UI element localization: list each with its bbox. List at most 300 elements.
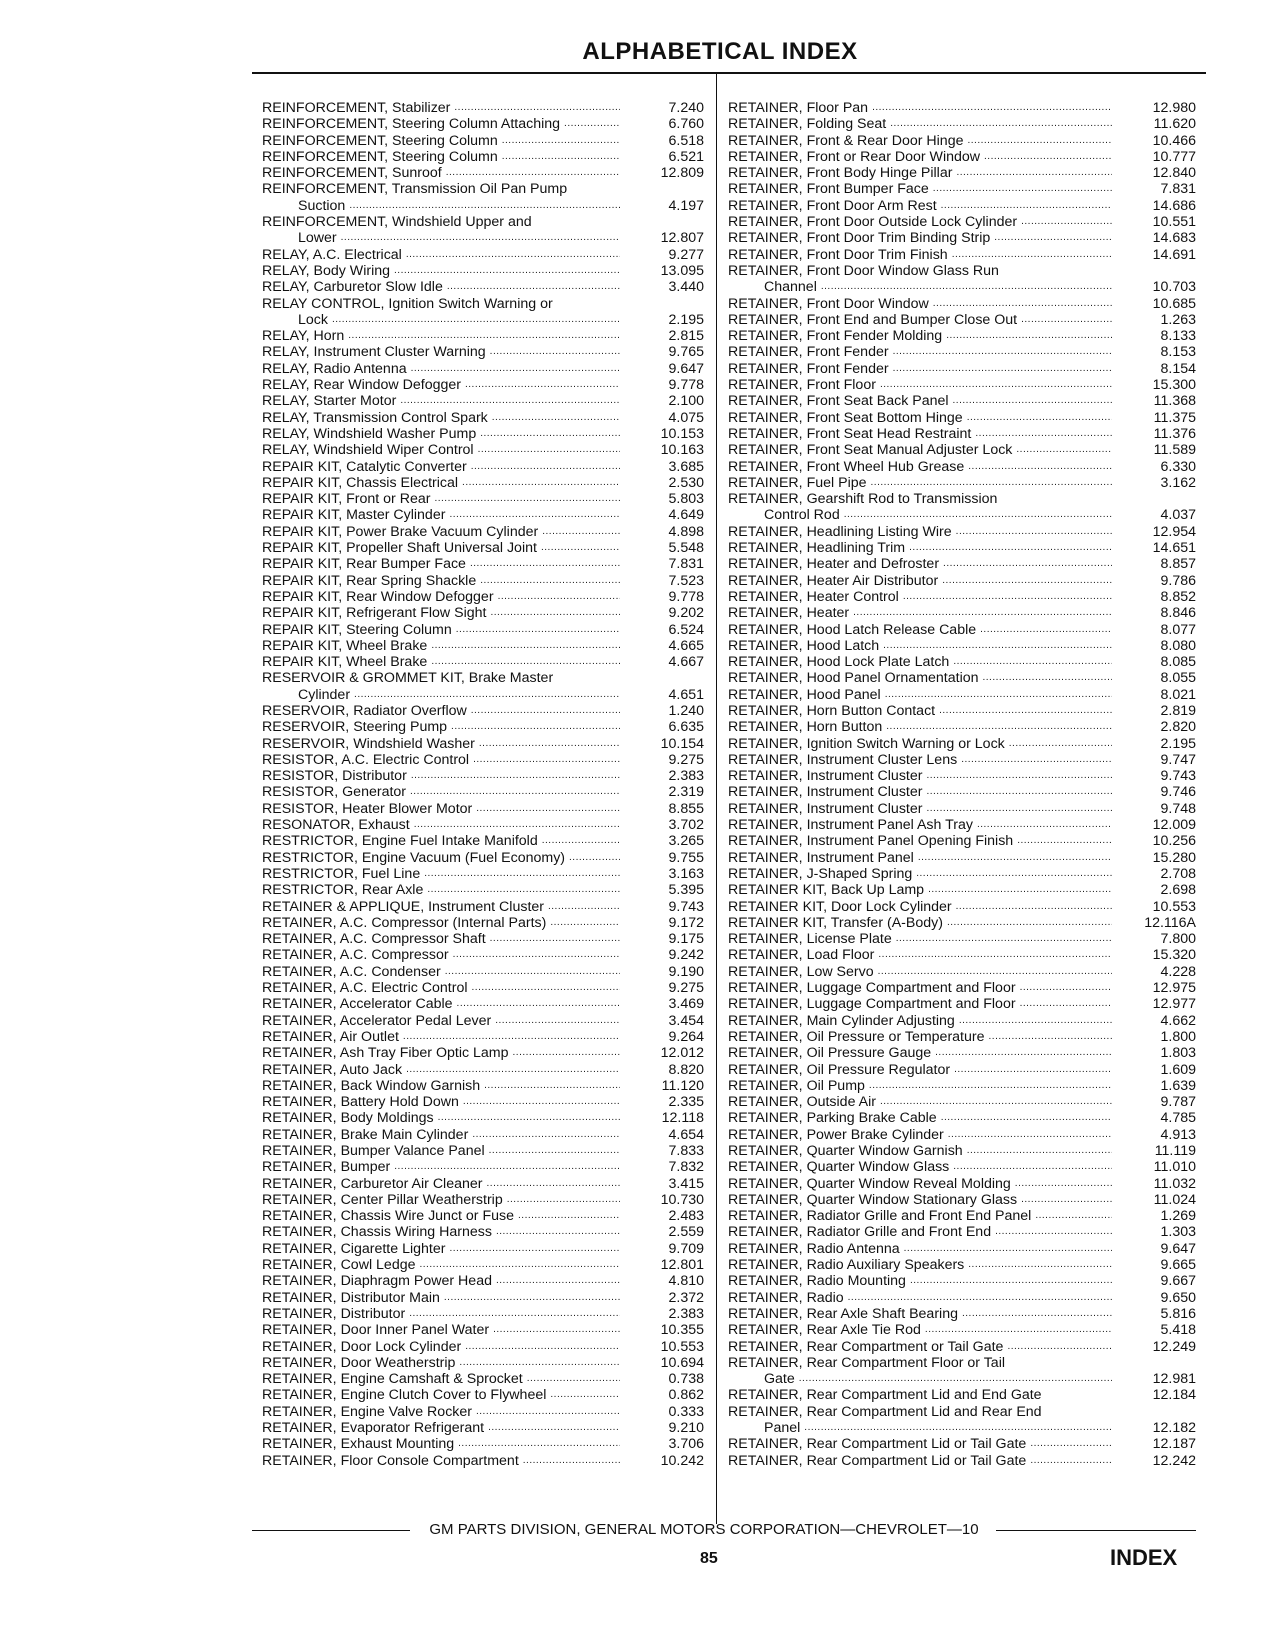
entry-page: 11.024 [1153,1191,1196,1208]
entry-label: RETAINER, Front Seat Manual Adjuster Lock [728,442,1013,459]
entry-label: RETAINER, Front Seat Back Panel [728,393,949,410]
index-entry [728,100,1196,116]
index-entry [262,393,704,409]
entry-label: RETAINER, Front Door Trim Finish [728,246,948,263]
index-entry [262,540,704,556]
entry-page: 8.820 [668,1061,704,1078]
footer-rule-left [252,1530,410,1531]
entry-label: RETAINER, Oil Pump [728,1077,865,1094]
entry-label: RETAINER, Low Servo [728,963,874,980]
index-entry [728,556,1196,572]
index-entry [728,670,1196,686]
index-entry [728,687,1196,703]
index-entry [728,1453,1196,1469]
entry-label: REPAIR KIT, Front or Rear [262,491,431,508]
entry-page: 2.100 [668,393,704,410]
entry-page: 2.820 [1160,719,1196,736]
index-entry [728,1176,1196,1192]
entry-label: REPAIR KIT, Master Cylinder [262,507,446,524]
entry-page: 8.857 [1160,556,1196,573]
index-entry [728,1224,1196,1240]
entry-label: RETAINER, A.C. Compressor Shaft [262,931,486,948]
entry-label: RETAINER, Hood Lock Plate Latch [728,654,950,671]
entry-page: 2.383 [668,1305,704,1322]
entry-label: RETAINER, Front Door Window Glass Run [728,262,999,279]
entry-page: 9.190 [668,963,704,980]
index-entry [728,1387,1196,1403]
entry-label: REPAIR KIT, Propeller Shaft Universal Joint [262,540,537,557]
entry-page: 15.280 [1152,849,1196,866]
index-entry [262,459,704,475]
entry-label: RETAINER, Radio Auxiliary Speakers [728,1257,965,1274]
index-entry [262,263,704,279]
entry-page: 8.133 [1160,328,1196,345]
entry-page: 2.335 [668,1094,704,1111]
index-entry [728,980,1196,996]
index-entry [262,133,704,149]
index-entry [728,850,1196,866]
index-entry [262,491,704,507]
index-entry [728,230,1196,246]
entry-label: REINFORCEMENT, Steering Column [262,132,498,149]
entry-label: RESERVOIR, Windshield Washer [262,735,475,752]
entry-label: RETAINER, A.C. Electric Control [262,980,468,997]
entry-label: RETAINER, Floor Pan [728,100,869,116]
entry-page: 11.119 [1154,1143,1196,1159]
entry-label: RETAINER, Rear Compartment Lid and End Gate [728,1387,1042,1404]
index-entry [728,915,1196,931]
entry-label: RETAINER, Distributor Main [262,1289,440,1306]
index-entry [262,1159,704,1175]
entry-label: RETAINER, Hood Panel Ornamentation [728,670,979,687]
entry-page: 10.685 [1152,295,1196,312]
index-entry [262,1176,704,1192]
index-entry [728,882,1196,898]
entry-label: RETAINER, Fuel Pipe [728,474,867,491]
index-entry [728,899,1196,915]
index-entry [262,1306,704,1322]
entry-label: RETAINER, Rear Axle Shaft Bearing [728,1305,958,1322]
entry-page: 3.265 [668,833,704,850]
entry-page: 14.683 [1152,230,1196,247]
entry-page: 4.651 [668,686,704,703]
entry-page: 9.172 [668,914,704,931]
entry-label: RETAINER, Air Outlet [262,1028,399,1045]
entry-label: RETAINER, Headlining Trim [728,540,906,557]
index-entry [262,556,704,572]
entry-page: 8.855 [668,800,704,817]
index-entry [262,638,704,654]
entry-page: 8.085 [1160,654,1196,671]
index-entry [262,670,704,703]
index-entry [728,491,1196,524]
index-entry [728,1192,1196,1208]
entry-label: RELAY, Rear Window Defogger [262,377,461,394]
index-entry [262,1436,704,1452]
entry-page: 10.355 [660,1322,704,1339]
index-entry [728,784,1196,800]
entry-page: 3.415 [668,1175,704,1192]
index-entry [262,1355,704,1371]
entry-label: RETAINER, Oil Pressure Gauge [728,1045,932,1062]
entry-label: RETAINER, Headlining Listing Wire [728,523,952,540]
index-entry [262,377,704,393]
entry-label: RETAINER, Back Window Garnish [262,1077,481,1094]
column-divider [716,74,717,1524]
index-entry [728,752,1196,768]
entry-label: RETAINER, A.C. Condenser [262,963,441,980]
index-entry [262,344,704,360]
entry-label: RESERVOIR & GROMMET KIT, Brake Master [262,670,554,687]
entry-page: 8.077 [1160,621,1196,638]
index-entry [262,1029,704,1045]
entry-label: RELAY, Carburetor Slow Idle [262,279,443,296]
index-entry [728,1436,1196,1452]
entry-page: 14.686 [1152,197,1196,214]
index-entry [262,1062,704,1078]
entry-page: 7.523 [668,572,704,589]
index-entry [728,638,1196,654]
entry-label: RETAINER, Front Door Trim Binding Strip [728,230,991,247]
entry-page: 10.777 [1152,148,1196,165]
index-entry [262,899,704,915]
entry-page: 2.483 [668,1208,704,1225]
entry-label: RETAINER, Oil Pressure or Temperature [728,1028,985,1045]
entry-page: 5.816 [1160,1305,1196,1322]
entry-label: RETAINER, Front Body Hinge Pillar [728,165,953,182]
index-entry [728,426,1196,442]
entry-label: RELAY, Starter Motor [262,393,397,410]
entry-page: 7.832 [668,1159,704,1176]
index-entry [262,1420,704,1436]
entry-page: 1.303 [1160,1224,1196,1241]
entry-page: 12.840 [1152,165,1196,182]
entry-page: 8.846 [1160,605,1196,622]
entry-page: 10.466 [1152,132,1196,149]
index-entry [262,296,704,329]
index-entry [728,1029,1196,1045]
index-entry [728,475,1196,491]
index-entry [728,719,1196,735]
index-entry [728,1306,1196,1322]
entry-label: RETAINER, Radio [728,1289,844,1306]
entry-label: RETAINER, Distributor [262,1305,406,1322]
index-entry [728,198,1196,214]
entry-page: 10.154 [660,735,704,752]
entry-label: RESISTOR, A.C. Electric Control [262,751,470,768]
entry-label: RETAINER, Main Cylinder Adjusting [728,1012,955,1029]
entry-label: RETAINER, Quarter Window Glass [728,1159,950,1176]
entry-label: RESISTOR, Generator [262,784,407,801]
entry-page: 9.778 [668,377,704,394]
entry-label: RETAINER, Front Door Arm Rest [728,197,937,214]
entry-label: RELAY, Transmission Control Spark [262,409,488,426]
entry-page: 14.651 [1152,540,1196,557]
entry-label: RETAINER, Rear Compartment or Tail Gate [728,1338,1004,1355]
entry-page: 9.202 [668,605,704,622]
index-entry [728,589,1196,605]
entry-label-continued: Panel [764,1420,801,1437]
index-entry [728,1062,1196,1078]
index-entry [728,459,1196,475]
index-entry [262,1257,704,1273]
entry-label: RETAINER, Carburetor Air Cleaner [262,1175,483,1192]
index-entry [728,1127,1196,1143]
entry-page: 10.694 [660,1354,704,1371]
entry-page: 9.787 [1160,1094,1196,1111]
index-entry [728,410,1196,426]
entry-label: RETAINER, Rear Compartment Lid or Tail Gate [728,1436,1027,1453]
index-entry [262,1045,704,1061]
entry-page: 10.703 [1152,279,1196,296]
index-entry [262,279,704,295]
index-entry [262,214,704,247]
entry-label: REPAIR KIT, Wheel Brake [262,654,428,671]
entry-page: 9.210 [668,1420,704,1437]
entry-label: RETAINER, Exhaust Mounting [262,1436,455,1453]
index-entry [262,1224,704,1240]
entry-label: RETAINER, Engine Camshaft & Sprocket [262,1371,523,1388]
entry-label: RETAINER, Front Seat Bottom Hinge [728,409,963,426]
entry-page: 2.708 [1160,865,1196,882]
entry-page: 9.743 [668,898,704,915]
index-entry [262,1387,704,1403]
index-entry [728,377,1196,393]
index-entry [262,784,704,800]
entry-label: REINFORCEMENT, Transmission Oil Pan Pump [262,181,568,198]
index-entry [262,1094,704,1110]
index-entry [262,768,704,784]
entry-label: RETAINER, Instrument Cluster [728,800,923,817]
entry-label: RETAINER, Rear Compartment Lid and Rear End [728,1403,1042,1420]
index-entry [728,1290,1196,1306]
entry-page: 3.706 [668,1436,704,1453]
index-entry [262,524,704,540]
entry-label: RETAINER, Hood Panel [728,686,881,703]
entry-page: 9.175 [668,931,704,948]
entry-label: RELAY, Windshield Wiper Control [262,442,474,459]
entry-page: 8.055 [1160,670,1196,687]
index-entry [728,947,1196,963]
entry-label: RETAINER, Ash Tray Fiber Optic Lamp [262,1045,509,1062]
index-entry [262,361,704,377]
entry-label: RESISTOR, Heater Blower Motor [262,800,473,817]
entry-page: 2.815 [668,328,704,345]
index-column-right [728,100,1196,1469]
entry-label: RETAINER, Center Pillar Weatherstrip [262,1191,503,1208]
entry-page: 5.418 [1160,1322,1196,1339]
entry-page: 11.010 [1153,1159,1196,1176]
entry-label: RESERVOIR, Radiator Overflow [262,702,467,719]
index-entry [262,622,704,638]
index-entry [262,882,704,898]
index-entry [728,866,1196,882]
index-entry [728,736,1196,752]
index-entry [262,996,704,1012]
index-entry [728,296,1196,312]
entry-label: RETAINER, Door Weatherstrip [262,1354,456,1371]
entry-page: 12.980 [1152,100,1196,116]
entry-page: 7.833 [668,1143,704,1159]
entry-label: RETAINER, Quarter Window Stationary Glass [728,1191,1018,1208]
entry-page: 12.182 [1152,1420,1196,1437]
entry-page: 9.778 [668,588,704,605]
index-entry [262,1110,704,1126]
entry-page: 12.009 [1152,817,1196,834]
index-entry [728,1339,1196,1355]
index-entry [262,703,704,719]
index-entry [728,996,1196,1012]
index-entry [728,524,1196,540]
index-entry [728,931,1196,947]
entry-page: 4.649 [668,507,704,524]
index-entry [262,442,704,458]
entry-page: 12.807 [660,230,704,247]
entry-page: 9.242 [668,947,704,964]
entry-page: 7.240 [668,100,704,116]
entry-label: RETAINER, Parking Brake Cable [728,1110,937,1127]
entry-page: 5.395 [668,882,704,899]
index-entry [728,817,1196,833]
entry-page: 9.277 [668,246,704,263]
entry-page: 10.551 [1152,214,1196,231]
entry-page: 11.375 [1153,409,1196,426]
entry-label: RETAINER, Front Floor [728,377,876,394]
entry-label: RETAINER, Front Door Window [728,295,929,312]
index-entry [728,1159,1196,1175]
entry-page: 9.650 [1160,1289,1196,1306]
entry-label: RETAINER, Door Lock Cylinder [262,1338,462,1355]
entry-label: RETAINER, Oil Pressure Regulator [728,1061,951,1078]
entry-label: RESTRICTOR, Engine Vacuum (Fuel Economy) [262,849,566,866]
entry-page: 15.300 [1152,377,1196,394]
entry-page: 14.691 [1152,246,1196,263]
entry-page: 3.702 [668,817,704,834]
entry-label: REPAIR KIT, Wheel Brake [262,637,428,654]
index-entry [262,833,704,849]
index-entry [262,1013,704,1029]
entry-page: 12.954 [1152,523,1196,540]
entry-label: RETAINER, Rear Axle Tie Rod [728,1322,921,1339]
entry-label: RETAINER, Floor Console Compartment [262,1452,519,1469]
entry-label: REPAIR KIT, Rear Window Defogger [262,588,494,605]
entry-page: 10.256 [1152,833,1196,850]
index-entry [262,1127,704,1143]
entry-label: RETAINER, J-Shaped Spring [728,865,913,882]
index-entry [728,312,1196,328]
entry-page: 1.800 [1160,1028,1196,1045]
entry-label: RETAINER, Luggage Compartment and Floor [728,996,1016,1013]
entry-page: 11.376 [1153,425,1196,442]
entry-label: RETAINER, Engine Valve Rocker [262,1403,472,1420]
section-label: INDEX [1110,1545,1178,1570]
entry-label: RETAINER, Radio Antenna [728,1240,900,1257]
index-entry [262,719,704,735]
entry-page: 9.647 [1160,1240,1196,1257]
entry-page: 0.862 [668,1387,704,1404]
index-entry [262,915,704,931]
index-entry [728,328,1196,344]
entry-label: RELAY, Instrument Cluster Warning [262,344,486,361]
entry-page: 4.662 [1160,1012,1196,1029]
index-entry [262,1404,704,1420]
entry-page: 4.654 [668,1126,704,1143]
index-entry [728,1404,1196,1437]
entry-label: RESERVOIR, Steering Pump [262,719,448,736]
entry-page: 9.667 [1160,1273,1196,1290]
entry-page: 12.249 [1152,1338,1196,1355]
entry-label: RETAINER, Auto Jack [262,1061,403,1078]
entry-label: RETAINER, Load Floor [728,947,875,964]
index-entry [728,605,1196,621]
entry-page: 7.800 [1160,931,1196,948]
entry-label: RETAINER, Hood Latch Release Cable [728,621,977,638]
index-entry [262,1322,704,1338]
entry-page: 10.553 [1152,898,1196,915]
index-entry [262,475,704,491]
entry-page: 9.747 [1160,751,1196,768]
entry-label: RETAINER, Horn Button Contact [728,702,936,719]
index-entry [728,703,1196,719]
index-entry [728,214,1196,230]
entry-label: RETAINER KIT, Transfer (A-Body) [728,914,943,931]
entry-page: 12.184 [1152,1387,1196,1404]
entry-page: 11.368 [1153,393,1196,410]
index-entry [262,149,704,165]
index-entry [728,116,1196,132]
entry-page: 3.685 [668,458,704,475]
page-title: ALPHABETICAL INDEX [582,38,858,65]
index-entry [728,622,1196,638]
entry-label: REPAIR KIT, Catalytic Converter [262,458,467,475]
entry-label: RETAINER, Instrument Panel Ash Tray [728,817,973,834]
entry-page: 4.810 [668,1273,704,1290]
entry-page: 9.647 [668,360,704,377]
entry-label-continued: Lower [298,230,337,247]
entry-page: 4.037 [1160,507,1196,524]
entry-page: 1.609 [1160,1061,1196,1078]
entry-page: 11.032 [1153,1175,1196,1192]
index-entry [728,573,1196,589]
entry-label: RETAINER, Horn Button [728,719,883,736]
entry-label: RETAINER, Bumper Valance Panel [262,1143,485,1159]
index-entry [728,181,1196,197]
index-entry [728,1013,1196,1029]
entry-label: RELAY, Body Wiring [262,262,391,279]
footer-rule-right [996,1530,1196,1531]
entry-page: 8.852 [1160,588,1196,605]
entry-label: RELAY CONTROL, Ignition Switch Warning or [262,295,553,312]
entry-page: 6.760 [668,116,704,133]
index-entry [262,426,704,442]
index-entry [728,1110,1196,1126]
entry-label: REPAIR KIT, Power Brake Vacuum Cylinder [262,523,539,540]
entry-label: RETAINER KIT, Back Up Lamp [728,882,925,899]
entry-page: 6.635 [668,719,704,736]
entry-page: 9.264 [668,1028,704,1045]
entry-label: REPAIR KIT, Rear Spring Shackle [262,572,477,589]
entry-label-continued: Cylinder [298,686,351,703]
index-entry [728,1045,1196,1061]
entry-label: RETAINER, Instrument Cluster [728,768,923,785]
entry-label: RETAINER, Heater Air Distributor [728,572,939,589]
index-entry [262,801,704,817]
entry-label-continued: Gate [764,1371,795,1388]
index-entry [262,654,704,670]
entry-page: 2.698 [1160,882,1196,899]
entry-page: 9.746 [1160,784,1196,801]
index-entry [262,931,704,947]
